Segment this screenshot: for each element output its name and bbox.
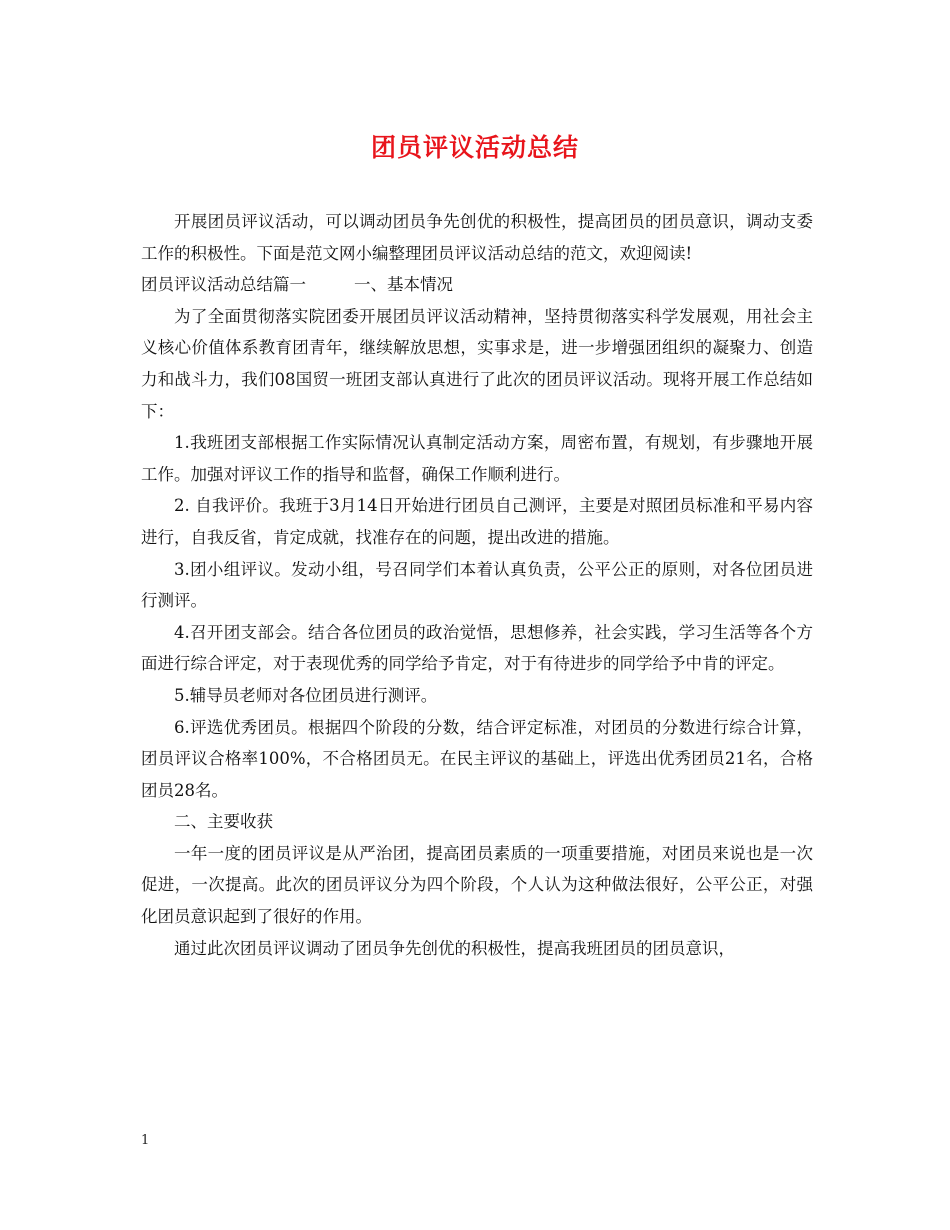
paragraph-item-6: 6.评选优秀团员。根据四个阶段的分数，结合评定标准，对团员的分数进行综合计算，团员评议合格率100%，不合格团员无。在民主评议的基础上，评选出优秀团员21名，合格团员28名。 xyxy=(141,717,813,800)
part-label: 团员评议活动总结篇一 xyxy=(141,275,306,295)
paragraph-item-1: 1.我班团支部根据工作实际情况认真制定活动方案，周密布置，有规划，有步骤地开展工作。加强对评议工作的指导和监督，确保工作顺利进行。 xyxy=(141,433,813,484)
intro-paragraph: 开展团员评议活动，可以调动团员争先创优的积极性，提高团员的团员意识，调动支委工作的积极性。下面是范文网小编整理团员评议活动总结的范文，欢迎阅读! xyxy=(141,212,813,263)
document-title: 团员评议活动总结 xyxy=(370,133,579,162)
subheading: 一、基本情况 xyxy=(354,275,453,295)
paragraph-gains-1: 一年一度的团员评议是从严治团，提高团员素质的一项重要措施，对团员来说也是一次促进，一次提高。此次的团员评议分为四个阶段，个人认为这种做法很好，公平公正，对强化团员意识起到了很好的作用。 xyxy=(141,843,813,927)
paragraph-item-2: 2. 自我评价。我班于3月14日开始进行团员自己测评，主要是对照团员标准和平易内容进行，自我反省，肯定成就，找准存在的问题，提出改进的措施。 xyxy=(141,496,813,547)
paragraph-item-4: 4.召开团支部会。结合各位团员的政治觉悟，思想修养，社会实践，学习生活等各个方面进行综合评定，对于表现优秀的同学给予肯定，对于有待进步的同学给予中肯的评定。 xyxy=(141,622,813,674)
paragraph-item-5: 5.辅导员老师对各位团员进行测评。 xyxy=(174,685,438,705)
paragraph-item-3: 3.团小组评议。发动小组，号召同学们本着认真负责，公平公正的原则，对各位团员进行测评。 xyxy=(141,559,813,611)
paragraph-purpose: 为了全面贯彻落实院团委开展团员评议活动精神，坚持贯彻落实科学发展观，用社会主义核心价值体系教育团青年，继续解放思想，实事求是，进一步增强团组织的凝聚力、创造力和战斗力，我们08国贸一班团支部认真进行了此次的团员评议活动。现将开展工作总结如下： xyxy=(141,306,813,421)
section-heading-gains: 二、主要收获 xyxy=(174,812,273,832)
document-body xyxy=(141,206,813,964)
section-heading xyxy=(141,269,813,301)
page-number: 1 xyxy=(141,1133,150,1148)
paragraph-gains-2: 通过此次团员评议调动了团员争先创优的积极性，提高我班团员的团员意识， xyxy=(174,938,735,958)
